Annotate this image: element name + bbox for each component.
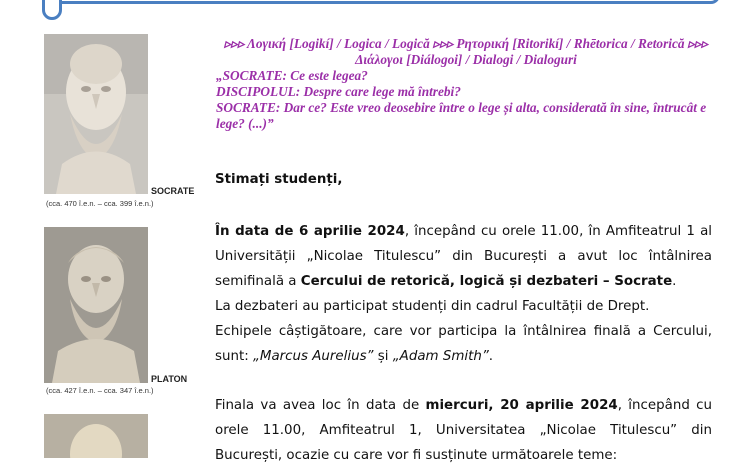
participants-paragraph: La dezbateri au participat studenți din cadrul Facultății de Drept. [215,299,650,314]
socrates-dates: (cca. 470 î.e.n. – cca. 399 î.e.n.) [46,199,154,208]
platon-dates: (cca. 427 î.e.n. – cca. 347 î.e.n.) [46,386,154,395]
socrates-label: SOCRATE [151,186,195,196]
final-paragraph [215,393,712,468]
winners-paragraph [215,319,712,369]
final-date: miercuri, 20 aprilie 2024 [425,398,618,413]
semifinal-date: În data de 6 aprilie 2024 [215,224,405,239]
header-frame [42,0,720,4]
final-text-a: Finala va avea loc în data de [215,398,426,413]
header-frame-tab [42,0,62,20]
event-name: Cercului de retorică, logică și dezbateri – Socrate [300,274,673,289]
team-1: „Marcus Aurelius” [252,349,374,364]
platon-bust-image [44,227,148,383]
final-text [215,393,712,468]
semifinal-text-b: . [672,274,677,289]
quote-block [216,36,716,132]
platon-label: PLATON [151,374,188,384]
disciplines-heading: ▹▹▹ Λογική [Logikí] / Logica / Logică ▹▹▹ Ρητορική [Ritorikí] / Rhētorica / Retorică ▹▹▹ Διάλογοι [Diálogoi] / Dialogi / Dialoguri [224,36,708,67]
semifinal-text-a: , începând cu orele 11.00, în Amfiteatrul 1 al Universității „Nicolae Titulescu” din București a avut loc întâlnirea semifinală a [215,224,712,289]
team-2: „Adam Smith” [392,349,489,364]
final-text-b: , începând cu orele 11.00, Amfiteatrul 1, Universitatea „Nicolae Titulescu” din București, ocazie cu care vor fi susținute următoarele teme: [215,398,712,463]
winners-text: Echipele câștigătoare, care vor participa la întâlnirea finală a Cercului, sunt: [215,324,712,364]
quote-line-3: SOCRATE: Dar ce? Este vreo deosebire între o lege și alta, considerată în sine, întrucât e lege? (...)” [216,100,707,131]
quote-line-1: „SOCRATE: Ce este legea? [216,68,368,83]
winners-end: . [488,349,494,364]
third-bust-image [44,414,148,458]
semifinal-paragraph [215,219,712,294]
greeting: Stimați studenți, [215,172,343,187]
quote-line-2: DISCIPOLUL: Despre care lege mă întrebi? [216,84,461,99]
winners-and: și [373,349,393,364]
announcement-paragraph [215,219,712,369]
socrates-bust-image [44,34,148,194]
